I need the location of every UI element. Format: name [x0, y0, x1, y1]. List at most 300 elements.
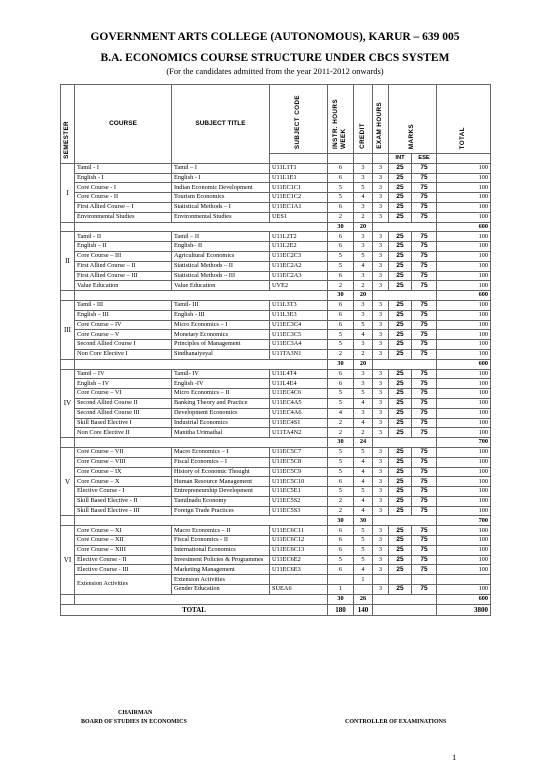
instr-hours-cell: 1: [328, 585, 354, 595]
subject-title-cell: English -IV: [172, 379, 270, 389]
credit-cell: 3: [354, 271, 373, 281]
instr-hours-cell: 6: [328, 242, 354, 252]
total-marks-cell: 100: [437, 467, 491, 477]
semester-total-credit: 24: [354, 438, 373, 448]
instr-hours-cell: 5: [328, 251, 354, 261]
total-marks-cell: 100: [437, 487, 491, 497]
exam-hours-cell: 3: [373, 585, 389, 595]
total-marks-cell: 100: [437, 202, 491, 212]
exam-hours-cell: 3: [373, 242, 389, 252]
subject-code-cell: U11EC6C12: [270, 536, 328, 546]
total-marks-cell: 100: [437, 389, 491, 399]
exam-hours-cell: 3: [373, 369, 389, 379]
int-marks-cell: [389, 575, 412, 585]
int-marks-cell: 25: [389, 202, 412, 212]
course-cell: Extension Activities: [75, 575, 172, 595]
semester-total-marks: 600: [437, 359, 491, 369]
int-marks-cell: 25: [389, 389, 412, 399]
credit-cell: 3: [354, 408, 373, 418]
subject-code-cell: U11EC4A5: [270, 398, 328, 408]
ese-header: ESE: [412, 154, 437, 164]
subject-title-cell: English– II: [172, 242, 270, 252]
blank-cell: [61, 516, 75, 526]
instr-hours-cell: 5: [328, 193, 354, 203]
exam-hours-cell: 3: [373, 506, 389, 516]
subject-title-cell: Tamil – II: [172, 232, 270, 242]
table-row: [61, 545, 491, 555]
credit-header: CREDIT: [354, 85, 373, 154]
exam-hours-cell: 3: [373, 232, 389, 242]
table-row: [61, 330, 491, 340]
semester-total-credit: 20: [354, 291, 373, 301]
subject-code-cell: U11EC4C6: [270, 389, 328, 399]
semester-total-row: [61, 222, 491, 232]
course-cell: Elective Course - II: [75, 555, 172, 565]
instr-hours-cell: 6: [328, 310, 354, 320]
subject-code-cell: U11EC4A6: [270, 408, 328, 418]
instr-hours-cell: 5: [328, 398, 354, 408]
instr-hours-cell: 6: [328, 173, 354, 183]
credit-cell: 4: [354, 457, 373, 467]
subject-code-cell: U11EC3C5: [270, 330, 328, 340]
course-cell: Non Core Elective I: [75, 349, 172, 359]
subject-code-cell: U11EC5E1: [270, 487, 328, 497]
exam-hours-cell: 3: [373, 467, 389, 477]
ese-marks-cell: 75: [412, 163, 437, 173]
total-marks-cell: 100: [437, 408, 491, 418]
table-row: [61, 251, 491, 261]
ese-marks-cell: 75: [412, 477, 437, 487]
subject-code-cell: U11EC5C9: [270, 467, 328, 477]
credit-cell: 5: [354, 526, 373, 536]
semester-cell: VI: [61, 526, 75, 595]
instr-hours-cell: 2: [328, 506, 354, 516]
semester-total-credit: 26: [354, 594, 373, 604]
course-cell: Tamil - II: [75, 232, 172, 242]
instr-hours-cell: 4: [328, 408, 354, 418]
subject-title-cell: Tamilnadu Economy: [172, 496, 270, 506]
exam-hours-cell: 3: [373, 271, 389, 281]
table-row: [61, 496, 491, 506]
subject-code-cell: U11EC1C1: [270, 183, 328, 193]
exam-hours-cell: 3: [373, 447, 389, 457]
blank-cell: [75, 516, 328, 526]
course-cell: Core Course - II: [75, 193, 172, 203]
marks-header: MARKS: [389, 85, 437, 154]
semester-total-marks: 600: [437, 291, 491, 301]
subject-code-cell: U11L1T1: [270, 163, 328, 173]
course-header: COURSE: [75, 85, 172, 164]
subject-code-cell: U11EC5S3: [270, 506, 328, 516]
semester-cell: II: [61, 232, 75, 291]
subject-code-cell: U11EC6C11: [270, 526, 328, 536]
table-row: [61, 320, 491, 330]
int-marks-cell: 25: [389, 545, 412, 555]
table-row: [61, 349, 491, 359]
subject-title-cell: Fiscal Economics - II: [172, 536, 270, 546]
semester-cell: I: [61, 163, 75, 222]
subject-code-cell: U11L3T3: [270, 300, 328, 310]
blank-cell: [75, 438, 328, 448]
blank-cell: [373, 594, 437, 604]
ese-marks-cell: 75: [412, 565, 437, 575]
exam-hours-cell: 3: [373, 320, 389, 330]
subject-code-cell: U11L1E1: [270, 173, 328, 183]
subject-title-cell: Monetary Economics: [172, 330, 270, 340]
exam-hours-cell: [373, 575, 389, 585]
exam-hours-cell: 3: [373, 300, 389, 310]
credit-cell: 5: [354, 183, 373, 193]
exam-hours-cell: 3: [373, 487, 389, 497]
table-row: [61, 202, 491, 212]
ese-marks-cell: 75: [412, 183, 437, 193]
credit-cell: 3: [354, 163, 373, 173]
exam-hours-cell: 3: [373, 565, 389, 575]
course-cell: Core Course – VII: [75, 447, 172, 457]
total-marks-cell: [437, 575, 491, 585]
exam-hours-cell: 3: [373, 183, 389, 193]
course-cell: First Allied Course – I: [75, 202, 172, 212]
instr-hours-cell: 6: [328, 565, 354, 575]
ese-marks-cell: 75: [412, 447, 437, 457]
total-marks-cell: 100: [437, 526, 491, 536]
ese-marks-cell: 75: [412, 506, 437, 516]
credit-cell: 1: [354, 575, 373, 585]
course-cell: Elective Course - I: [75, 487, 172, 497]
subject-title-cell: Environmental Studies: [172, 212, 270, 222]
int-marks-cell: 25: [389, 330, 412, 340]
table-row: [61, 477, 491, 487]
subject-title-cell: Tamil- III: [172, 300, 270, 310]
ese-marks-cell: 75: [412, 487, 437, 497]
blank-cell: [75, 594, 328, 604]
course-cell: Core Course – VIII: [75, 457, 172, 467]
instr-hours-cell: 5: [328, 340, 354, 350]
table-row: [61, 536, 491, 546]
course-cell: Non Core Elective II: [75, 428, 172, 438]
subject-title-cell: Manitha Urimaihal: [172, 428, 270, 438]
instr-hours-cell: 2: [328, 281, 354, 291]
total-marks-cell: 100: [437, 212, 491, 222]
ese-marks-cell: 75: [412, 212, 437, 222]
ese-marks-cell: 75: [412, 467, 437, 477]
subject-title-cell: Foreign Trade Practices: [172, 506, 270, 516]
int-marks-cell: 25: [389, 526, 412, 536]
blank-cell: [373, 222, 437, 232]
blank-cell: [373, 516, 437, 526]
subject-title-cell: Tourism Economics: [172, 193, 270, 203]
semester-cell: V: [61, 447, 75, 516]
credit-cell: 4: [354, 193, 373, 203]
total-marks-cell: 100: [437, 565, 491, 575]
int-marks-cell: 25: [389, 467, 412, 477]
semester-total-hours: 30: [328, 291, 354, 301]
exam-hours-cell: 3: [373, 251, 389, 261]
blank-cell: [75, 222, 328, 232]
subject-title-cell: Gender Education: [172, 585, 270, 595]
course-cell: Core Course - I: [75, 183, 172, 193]
ese-marks-cell: 75: [412, 398, 437, 408]
credit-cell: 2: [354, 349, 373, 359]
int-marks-cell: 25: [389, 340, 412, 350]
semester-total-marks: 700: [437, 438, 491, 448]
ese-marks-cell: 75: [412, 251, 437, 261]
credit-cell: 2: [354, 281, 373, 291]
total-header: TOTAL: [437, 85, 491, 154]
int-marks-cell: 25: [389, 506, 412, 516]
credit-cell: 3: [354, 202, 373, 212]
header-row: [61, 85, 491, 154]
total-marks-cell: 100: [437, 447, 491, 457]
subject-code-cell: U11EC6C13: [270, 545, 328, 555]
credit-cell: 5: [354, 251, 373, 261]
subject-title-cell: Micro Economics – I: [172, 320, 270, 330]
course-cell: Core Course – V: [75, 330, 172, 340]
credit-cell: 4: [354, 477, 373, 487]
total-marks-cell: 100: [437, 261, 491, 271]
instr-hours-cell: 6: [328, 379, 354, 389]
table-row: [61, 261, 491, 271]
controller-label: CONTROLLER OF EXAMINATIONS: [345, 719, 447, 725]
total-marks-cell: 100: [437, 232, 491, 242]
ese-marks-cell: 75: [412, 428, 437, 438]
subject-title-cell: Value Education: [172, 281, 270, 291]
course-cell: Core Course – IX: [75, 467, 172, 477]
exam-hours-cell: 3: [373, 496, 389, 506]
table-row: [61, 340, 491, 350]
total-marks-cell: 100: [437, 173, 491, 183]
subject-code-cell: UES1: [270, 212, 328, 222]
exam-hours-cell: 3: [373, 389, 389, 399]
table-row: [61, 232, 491, 242]
blank-cell: [373, 438, 437, 448]
grand-total-label: TOTAL: [61, 604, 328, 615]
ese-marks-cell: [412, 575, 437, 585]
ese-marks-cell: 75: [412, 310, 437, 320]
semester-header: SEMESTER: [61, 85, 75, 164]
credit-cell: 4: [354, 418, 373, 428]
instr-hours-cell: 5: [328, 389, 354, 399]
course-cell: Second Allied Course III: [75, 408, 172, 418]
exam-hours-cell: 3: [373, 398, 389, 408]
grand-total-marks: 3800: [437, 604, 491, 615]
total-marks-cell: 100: [437, 379, 491, 389]
blank-cell: [61, 222, 75, 232]
subject-title-cell: Tamil- IV: [172, 369, 270, 379]
total-marks-cell: 100: [437, 457, 491, 467]
total-marks-cell: 100: [437, 496, 491, 506]
subject-code-cell: U11EC6E2: [270, 555, 328, 565]
int-marks-cell: 25: [389, 183, 412, 193]
course-cell: Tamil - III: [75, 300, 172, 310]
exam-hours-cell: 3: [373, 349, 389, 359]
subject-code-cell: U11L2T2: [270, 232, 328, 242]
subject-title-cell: Tamil – I: [172, 163, 270, 173]
credit-cell: 4: [354, 506, 373, 516]
table-row: [61, 467, 491, 477]
exam-hours-cell: 3: [373, 173, 389, 183]
int-marks-cell: 25: [389, 477, 412, 487]
subject-code-cell: UVE2: [270, 281, 328, 291]
course-structure-table: [60, 84, 491, 616]
table-row: [61, 163, 491, 173]
ese-marks-cell: 75: [412, 202, 437, 212]
instr-hours-cell: 6: [328, 320, 354, 330]
course-cell: Value Education: [75, 281, 172, 291]
subject-title-cell: Statistical Methods – III: [172, 271, 270, 281]
int-marks-cell: 25: [389, 418, 412, 428]
course-cell: English – II: [75, 242, 172, 252]
exam-hours-cell: 3: [373, 261, 389, 271]
exam-hours-cell: 3: [373, 193, 389, 203]
course-cell: First Allied Course – II: [75, 261, 172, 271]
credit-cell: 3: [354, 379, 373, 389]
subject-code-cell: U11EC6E3: [270, 565, 328, 575]
board-label: BOARD OF STUDIES IN ECONOMICS: [81, 719, 187, 725]
int-marks-cell: 25: [389, 163, 412, 173]
exam-hours-cell: 3: [373, 163, 389, 173]
total-marks-cell: 100: [437, 163, 491, 173]
subject-code-cell: U11EC1C2: [270, 193, 328, 203]
subject-title-cell: Industrial Economics: [172, 418, 270, 428]
subject-code-cell: U11L3E3: [270, 310, 328, 320]
course-cell: Core Course – X: [75, 477, 172, 487]
table-row: [61, 369, 491, 379]
total-marks-cell: 100: [437, 320, 491, 330]
total-marks-cell: 100: [437, 555, 491, 565]
semester-total-hours: 30: [328, 516, 354, 526]
table-row: [61, 310, 491, 320]
table-row: [61, 457, 491, 467]
instr-hours-cell: 2: [328, 496, 354, 506]
instr-hours-cell: 5: [328, 261, 354, 271]
subject-code-cell: U11EC3A4: [270, 340, 328, 350]
subject-code-cell: U11L2E2: [270, 242, 328, 252]
subject-title-cell: Micro Economics – II: [172, 389, 270, 399]
subject-title-cell: Extension Activities: [172, 575, 270, 585]
course-cell: Skill Based Elective - II: [75, 496, 172, 506]
instr-hours-cell: 6: [328, 232, 354, 242]
ese-marks-cell: 75: [412, 320, 437, 330]
blank-cell: [61, 438, 75, 448]
int-marks-cell: 25: [389, 173, 412, 183]
subject-title-cell: Macro Economics – I: [172, 447, 270, 457]
exam-hours-cell: 3: [373, 555, 389, 565]
credit-cell: 3: [354, 300, 373, 310]
subject-code-header: SUBJECT CODE: [270, 85, 328, 154]
table-row: [61, 408, 491, 418]
course-cell: Skill Based Elective I: [75, 418, 172, 428]
document-title: B.A. ECONOMICS COURSE STRUCTURE UNDER CBCS SYSTEM: [100, 52, 450, 64]
ese-marks-cell: 75: [412, 330, 437, 340]
int-marks-cell: 25: [389, 379, 412, 389]
subject-code-cell: U11EC5C8: [270, 457, 328, 467]
subject-title-cell: Development Economics: [172, 408, 270, 418]
credit-cell: 2: [354, 428, 373, 438]
semester-total-hours: 30: [328, 359, 354, 369]
subject-title-cell: Banking Theory and Practice: [172, 398, 270, 408]
semester-total-row: [61, 438, 491, 448]
semester-total-credit: 20: [354, 359, 373, 369]
semester-total-row: [61, 594, 491, 604]
int-marks-cell: 25: [389, 300, 412, 310]
table-row: [61, 506, 491, 516]
subject-code-cell: U11EC5S2: [270, 496, 328, 506]
ese-marks-cell: 75: [412, 193, 437, 203]
exam-hours-cell: 3: [373, 536, 389, 546]
ese-marks-cell: 75: [412, 379, 437, 389]
instr-hours-cell: 6: [328, 300, 354, 310]
ese-marks-cell: 75: [412, 585, 437, 595]
semester-total-credit: 30: [354, 516, 373, 526]
blank-cell: [75, 359, 328, 369]
credit-cell: 4: [354, 398, 373, 408]
ese-marks-cell: 75: [412, 300, 437, 310]
table-row: [61, 212, 491, 222]
blank-cell: [373, 291, 437, 301]
total-marks-cell: 100: [437, 506, 491, 516]
subject-title-cell: Marketing Management: [172, 565, 270, 575]
subject-title-cell: Principles of Management: [172, 340, 270, 350]
exam-hours-cell: 3: [373, 379, 389, 389]
ese-marks-cell: 75: [412, 369, 437, 379]
exam-hours-cell: 3: [373, 545, 389, 555]
total-marks-cell: 100: [437, 545, 491, 555]
credit-cell: [354, 585, 373, 595]
course-cell: English - I: [75, 173, 172, 183]
course-cell: Tamil – IV: [75, 369, 172, 379]
subject-title-cell: International Economics: [172, 545, 270, 555]
credit-cell: 2: [354, 212, 373, 222]
document-subtitle: (For the candidates admitted from the year 2011-2012 onwards): [166, 66, 384, 76]
semester-total-hours: 30: [328, 594, 354, 604]
instr-hours-cell: 5: [328, 487, 354, 497]
subject-title-cell: Statistical Methods – I: [172, 202, 270, 212]
subject-code-cell: U11EC5C7: [270, 447, 328, 457]
int-marks-cell: 25: [389, 349, 412, 359]
subject-title-cell: Fiscal Economics – I: [172, 457, 270, 467]
subject-title-cell: English - I: [172, 173, 270, 183]
ese-marks-cell: 75: [412, 281, 437, 291]
total-marks-cell: 100: [437, 310, 491, 320]
total-marks-cell: 100: [437, 536, 491, 546]
total-marks-cell: 100: [437, 183, 491, 193]
ese-marks-cell: 75: [412, 349, 437, 359]
subject-code-cell: U11EC3C4: [270, 320, 328, 330]
instr-hours-cell: 6: [328, 477, 354, 487]
course-cell: Core Course – III: [75, 251, 172, 261]
ese-marks-cell: 75: [412, 340, 437, 350]
course-cell: Core Course – XIII: [75, 545, 172, 555]
int-marks-cell: 25: [389, 320, 412, 330]
table-row: [61, 575, 491, 585]
course-cell: Core Course – IV: [75, 320, 172, 330]
table-row: [61, 447, 491, 457]
table-row: [61, 242, 491, 252]
credit-cell: 3: [354, 340, 373, 350]
total-marks-cell: 100: [437, 349, 491, 359]
instr-hours-cell: 6: [328, 202, 354, 212]
total-marks-cell: 100: [437, 477, 491, 487]
int-marks-cell: 25: [389, 585, 412, 595]
ese-marks-cell: 75: [412, 536, 437, 546]
int-marks-cell: 25: [389, 193, 412, 203]
grand-total-row: [61, 604, 491, 615]
int-marks-cell: 25: [389, 487, 412, 497]
instr-hours-cell: [328, 575, 354, 585]
credit-cell: 4: [354, 565, 373, 575]
instr-hours-cell: 6: [328, 536, 354, 546]
